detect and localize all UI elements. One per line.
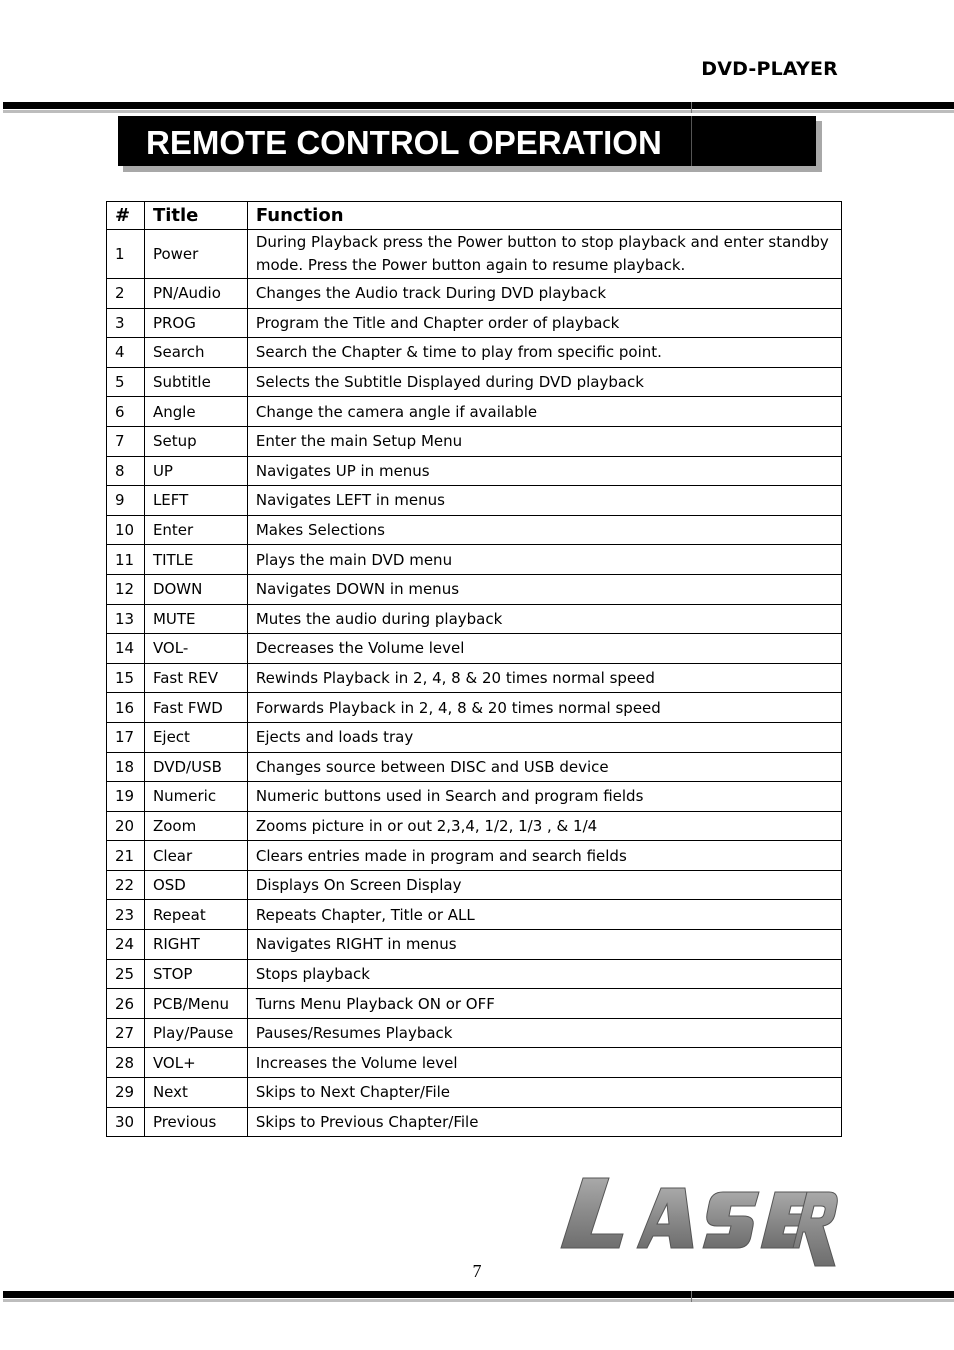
bottom-rule-divider: [691, 1291, 692, 1302]
row-title-cell: Repeat: [144, 900, 247, 930]
row-function-cell: Plays the main DVD menu: [247, 545, 841, 575]
table-row: [107, 782, 842, 812]
laser-logo: [553, 1170, 838, 1272]
row-title-cell: Power: [144, 230, 247, 279]
row-title-cell: Angle: [144, 397, 247, 427]
row-function-cell: Decreases the Volume level: [247, 634, 841, 664]
row-title-cell: Clear: [144, 841, 247, 871]
row-title-cell: Numeric: [144, 782, 247, 812]
row-number-cell: 13: [107, 604, 145, 634]
row-number-cell: 2: [107, 279, 145, 309]
column-header-title: Title: [144, 202, 247, 230]
row-title-cell: Play/Pause: [144, 1018, 247, 1048]
row-title-cell: Zoom: [144, 811, 247, 841]
row-function-cell: Increases the Volume level: [247, 1048, 841, 1078]
row-function-cell: Mutes the audio during playback: [247, 604, 841, 634]
remote-control-table: [106, 201, 842, 1137]
bottom-rule: [3, 1291, 954, 1298]
row-title-cell: STOP: [144, 959, 247, 989]
table-row: [107, 959, 842, 989]
row-number-cell: 12: [107, 574, 145, 604]
table-row: [107, 308, 842, 338]
row-title-cell: Enter: [144, 515, 247, 545]
row-number-cell: 26: [107, 989, 145, 1019]
column-header-number: #: [107, 202, 145, 230]
table-row: [107, 397, 842, 427]
row-function-cell: Zooms picture in or out 2,3,4, 1/2, 1/3 , & 1/4: [247, 811, 841, 841]
row-number-cell: 6: [107, 397, 145, 427]
row-function-cell: Clears entries made in program and search fields: [247, 841, 841, 871]
row-function-cell: Rewinds Playback in 2, 4, 8 & 20 times normal speed: [247, 663, 841, 693]
row-function-cell: Program the Title and Chapter order of playback: [247, 308, 841, 338]
table-row: [107, 900, 842, 930]
row-function-cell: Skips to Next Chapter/File: [247, 1078, 841, 1108]
row-function-cell: Displays On Screen Display: [247, 870, 841, 900]
table-header-row: [107, 202, 842, 230]
row-title-cell: VOL-: [144, 634, 247, 664]
row-title-cell: Next: [144, 1078, 247, 1108]
row-number-cell: 29: [107, 1078, 145, 1108]
row-function-cell: Navigates LEFT in menus: [247, 486, 841, 516]
top-rule: [3, 102, 954, 109]
row-number-cell: 24: [107, 930, 145, 960]
row-function-cell: Navigates UP in menus: [247, 456, 841, 486]
row-title-cell: Fast REV: [144, 663, 247, 693]
row-function-cell: Selects the Subtitle Displayed during DVD playback: [247, 367, 841, 397]
row-function-cell: During Playback press the Power button to stop playback and enter standby mode. Press the Power button again to resume playback.: [247, 230, 841, 279]
row-number-cell: 20: [107, 811, 145, 841]
table-row: [107, 870, 842, 900]
table-row: [107, 604, 842, 634]
row-function-cell: Changes the Audio track During DVD playback: [247, 279, 841, 309]
row-function-cell: Ejects and loads tray: [247, 722, 841, 752]
top-rule-divider: [691, 102, 692, 113]
row-number-cell: 4: [107, 338, 145, 368]
row-number-cell: 3: [107, 308, 145, 338]
row-function-cell: Search the Chapter & time to play from specific point.: [247, 338, 841, 368]
row-title-cell: OSD: [144, 870, 247, 900]
table-row: [107, 811, 842, 841]
row-number-cell: 11: [107, 545, 145, 575]
row-title-cell: MUTE: [144, 604, 247, 634]
row-function-cell: Changes source between DISC and USB device: [247, 752, 841, 782]
row-function-cell: Enter the main Setup Menu: [247, 426, 841, 456]
row-title-cell: PROG: [144, 308, 247, 338]
table-row: [107, 634, 842, 664]
row-number-cell: 19: [107, 782, 145, 812]
row-number-cell: 23: [107, 900, 145, 930]
row-number-cell: 9: [107, 486, 145, 516]
row-number-cell: 1: [107, 230, 145, 279]
table-row: [107, 722, 842, 752]
table-row: [107, 486, 842, 516]
row-title-cell: PN/Audio: [144, 279, 247, 309]
row-title-cell: UP: [144, 456, 247, 486]
row-title-cell: RIGHT: [144, 930, 247, 960]
row-function-cell: Stops playback: [247, 959, 841, 989]
row-title-cell: LEFT: [144, 486, 247, 516]
bottom-rule-shadow: [3, 1299, 954, 1302]
row-number-cell: 18: [107, 752, 145, 782]
row-title-cell: Previous: [144, 1107, 247, 1137]
row-function-cell: Change the camera angle if available: [247, 397, 841, 427]
row-function-cell: Forwards Playback in 2, 4, 8 & 20 times normal speed: [247, 693, 841, 723]
row-function-cell: Skips to Previous Chapter/File: [247, 1107, 841, 1137]
row-title-cell: PCB/Menu: [144, 989, 247, 1019]
table-row: [107, 367, 842, 397]
section-title: REMOTE CONTROL OPERATION: [146, 124, 662, 161]
row-number-cell: 5: [107, 367, 145, 397]
table-row: [107, 930, 842, 960]
row-title-cell: DVD/USB: [144, 752, 247, 782]
table-row: [107, 515, 842, 545]
row-function-cell: Navigates DOWN in menus: [247, 574, 841, 604]
table-body: [107, 230, 842, 1137]
table-row: [107, 1078, 842, 1108]
row-number-cell: 21: [107, 841, 145, 871]
row-title-cell: TITLE: [144, 545, 247, 575]
row-function-cell: Makes Selections: [247, 515, 841, 545]
table-row: [107, 693, 842, 723]
table-row: [107, 426, 842, 456]
row-number-cell: 27: [107, 1018, 145, 1048]
table-row: [107, 752, 842, 782]
table-row: [107, 338, 842, 368]
row-number-cell: 8: [107, 456, 145, 486]
column-header-function: Function: [247, 202, 841, 230]
table-row: [107, 574, 842, 604]
table-row: [107, 1048, 842, 1078]
row-function-cell: Repeats Chapter, Title or ALL: [247, 900, 841, 930]
row-title-cell: Setup: [144, 426, 247, 456]
page-number: 7: [472, 1261, 482, 1281]
table-row: [107, 1107, 842, 1137]
table-row: [107, 663, 842, 693]
table-row: [107, 230, 842, 279]
row-function-cell: Numeric buttons used in Search and program fields: [247, 782, 841, 812]
row-number-cell: 22: [107, 870, 145, 900]
banner-divider: [691, 116, 692, 166]
row-number-cell: 17: [107, 722, 145, 752]
table-row: [107, 841, 842, 871]
row-title-cell: DOWN: [144, 574, 247, 604]
table-row: [107, 456, 842, 486]
top-rule-shadow: [3, 110, 954, 113]
row-title-cell: Search: [144, 338, 247, 368]
table-row: [107, 279, 842, 309]
table-row: [107, 989, 842, 1019]
table-row: [107, 545, 842, 575]
row-function-cell: Turns Menu Playback ON or OFF: [247, 989, 841, 1019]
row-number-cell: 15: [107, 663, 145, 693]
row-number-cell: 14: [107, 634, 145, 664]
row-title-cell: Fast FWD: [144, 693, 247, 723]
row-number-cell: 30: [107, 1107, 145, 1137]
row-number-cell: 16: [107, 693, 145, 723]
table-row: [107, 1018, 842, 1048]
row-function-cell: Pauses/Resumes Playback: [247, 1018, 841, 1048]
product-label: DVD-PLAYER: [701, 58, 838, 80]
row-title-cell: VOL+: [144, 1048, 247, 1078]
row-function-cell: Navigates RIGHT in menus: [247, 930, 841, 960]
row-number-cell: 7: [107, 426, 145, 456]
row-number-cell: 10: [107, 515, 145, 545]
row-number-cell: 28: [107, 1048, 145, 1078]
row-title-cell: Subtitle: [144, 367, 247, 397]
row-number-cell: 25: [107, 959, 145, 989]
row-title-cell: Eject: [144, 722, 247, 752]
